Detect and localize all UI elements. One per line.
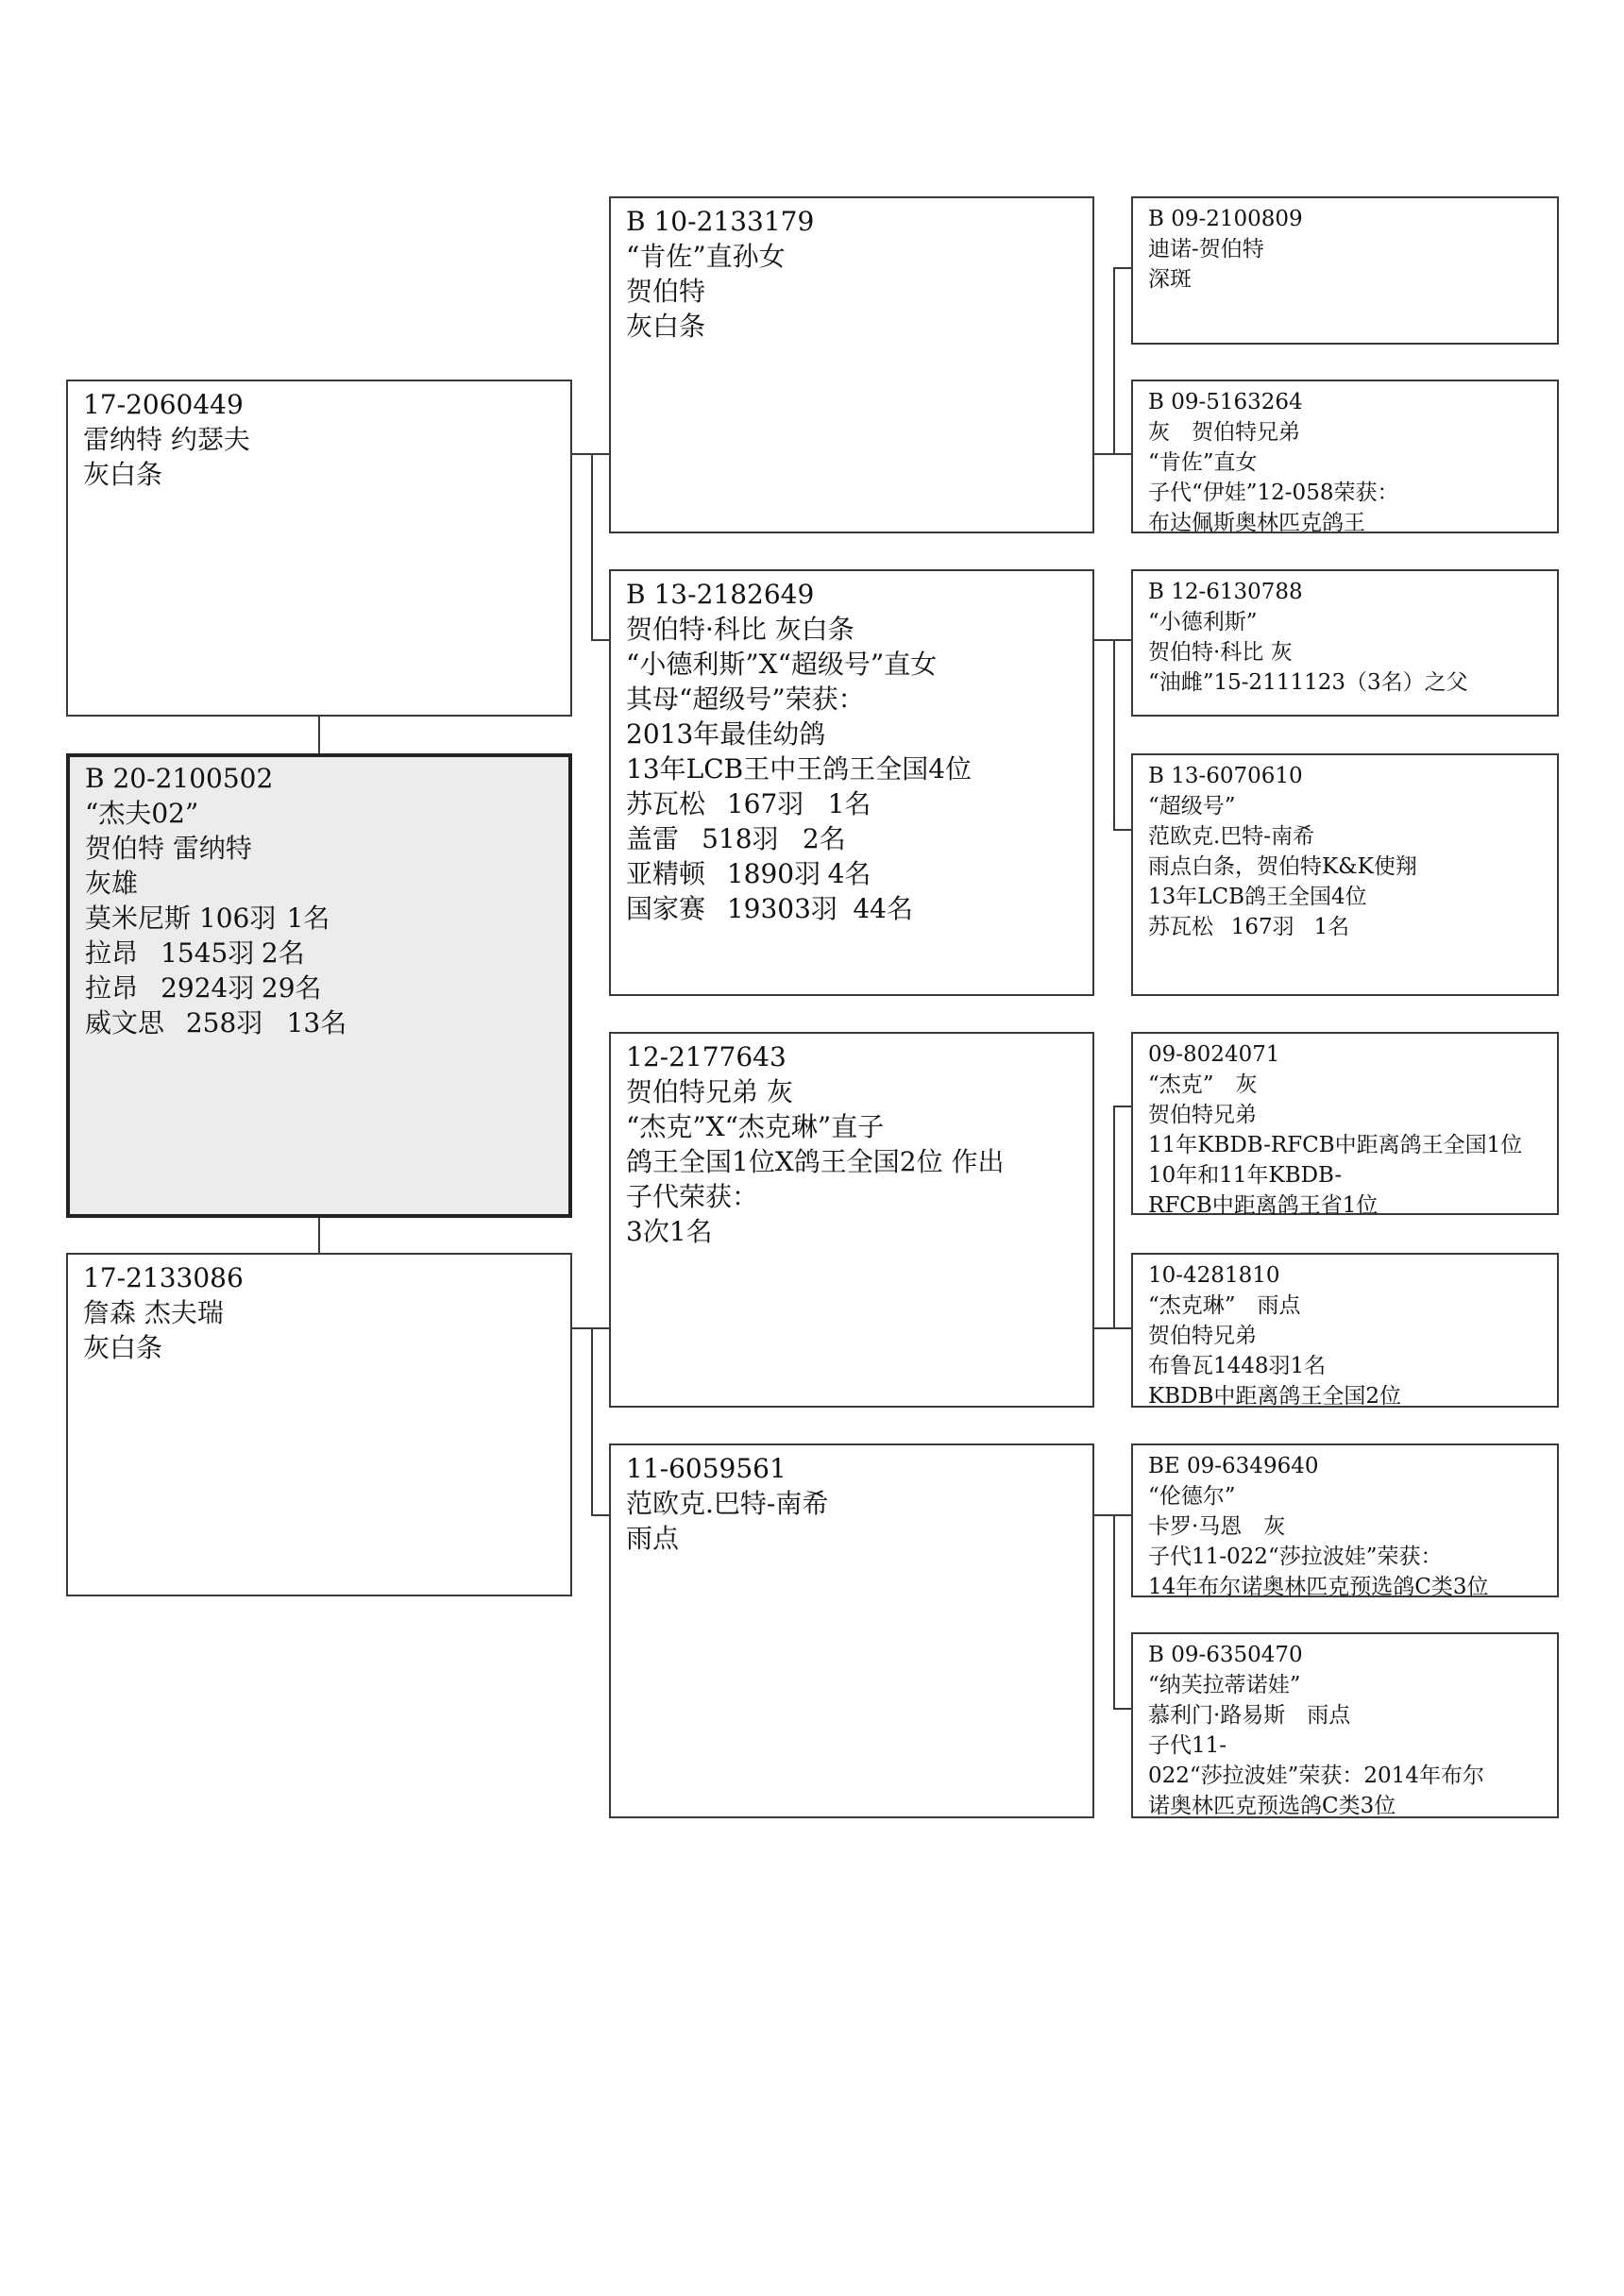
- sire-dam-box: [609, 569, 1094, 996]
- pedigree-line: 布鲁瓦1448羽1名: [1148, 1354, 1327, 1378]
- pedigree-line: 莫米尼斯 106羽 1名: [85, 903, 330, 934]
- pedigree-line: 11-6059561: [626, 1453, 787, 1484]
- pedigree-line: 拉昂 2924羽 29名: [85, 972, 322, 1004]
- g3-text-5: [1148, 1039, 1548, 1221]
- subject-text: [85, 761, 559, 1040]
- g3-box-5: [1131, 1032, 1559, 1218]
- pedigree-line: 17-2133086: [83, 1262, 244, 1293]
- connector-g2c-bracket: [1113, 1106, 1115, 1328]
- connector-g3-7-in: [1113, 1514, 1131, 1516]
- pedigree-line: 灰 贺伯特兄弟: [1148, 420, 1300, 445]
- pedigree-line: 贺伯特·科比 灰: [1148, 640, 1293, 665]
- pedigree-line: “肯佐”直女: [1148, 450, 1258, 475]
- pedigree-line: 10-4281810: [1148, 1263, 1280, 1288]
- pedigree-line: 范欧克.巴特-南希: [626, 1488, 829, 1519]
- connector-sire-bracket: [591, 453, 593, 640]
- connector-g3-6-in: [1113, 1327, 1131, 1329]
- connector-g3-2-in: [1113, 453, 1131, 455]
- g3-box-2: [1131, 380, 1559, 533]
- connector-g3-5-in: [1113, 1106, 1131, 1107]
- g3-box-3: [1131, 569, 1559, 717]
- pedigree-line: “伦德尔”: [1148, 1484, 1236, 1509]
- pedigree-line: 13年LCB鸽王全国4位: [1148, 885, 1367, 909]
- pedigree-line: B 09-5163264: [1148, 390, 1303, 414]
- pedigree-line: 2013年最佳幼鸽: [626, 718, 826, 750]
- pedigree-line: KBDB中距离鸽王全国2位: [1148, 1384, 1402, 1409]
- pedigree-line: 诺奥林匹克预选鸽C类3位: [1148, 1794, 1396, 1818]
- g3-box-6: [1131, 1253, 1559, 1408]
- connector-dam-sire-in: [591, 1327, 609, 1329]
- pedigree-line: 苏瓦松 167羽 1名: [626, 788, 871, 819]
- pedigree-line: 灰白条: [83, 459, 163, 490]
- g3-text-3: [1148, 577, 1548, 698]
- pedigree-line: 11年KBDB-RFCB中距离鸽王全国1位: [1148, 1133, 1523, 1157]
- pedigree-line: 子代11-022“莎拉波娃”荣获：: [1148, 1545, 1443, 1569]
- pedigree-line: “纳芙拉蒂诺娃”: [1148, 1673, 1301, 1697]
- pedigree-line: 其母“超级号”荣获：: [626, 684, 865, 715]
- pedigree-line: B 09-6350470: [1148, 1643, 1303, 1667]
- pedigree-line: “杰克” 灰: [1148, 1072, 1258, 1097]
- connector-g3-1-in: [1113, 267, 1131, 269]
- pedigree-line: 贺伯特兄弟: [1148, 1103, 1257, 1127]
- pedigree-line: 灰白条: [626, 311, 706, 342]
- pedigree-line: 迪诺-贺伯特: [1148, 237, 1264, 262]
- sire-sire-box: [609, 196, 1094, 533]
- connector-dam-dam-in: [591, 1514, 609, 1516]
- pedigree-line: B 13-2182649: [626, 579, 815, 610]
- pedigree-line: 盖雷 518羽 2名: [626, 823, 846, 854]
- connector-g2c-out: [1094, 1327, 1114, 1329]
- g3-box-7: [1131, 1443, 1559, 1597]
- pedigree-line: B 12-6130788: [1148, 580, 1303, 604]
- pedigree-line: 雷纳特 约瑟夫: [83, 424, 250, 455]
- pedigree-line: “杰夫02”: [85, 798, 199, 829]
- g3-text-1: [1148, 204, 1548, 295]
- pedigree-line: 布达佩斯奥林匹克鸽王: [1148, 511, 1365, 535]
- pedigree-line: 14年布尔诺奥林匹克预选鸽C类3位: [1148, 1575, 1489, 1599]
- pedigree-line: 09-8024071: [1148, 1042, 1280, 1067]
- connector-g2a-out: [1094, 453, 1114, 455]
- pedigree-line: 子代荣获：: [626, 1181, 759, 1212]
- dam-dam-box: [609, 1443, 1094, 1818]
- pedigree-line: B 20-2100502: [85, 763, 274, 794]
- connector-g2b-bracket: [1113, 639, 1115, 830]
- pedigree-line: 贺伯特兄弟: [1148, 1324, 1257, 1348]
- connector-dam-out: [572, 1327, 592, 1329]
- pedigree-line: 贺伯特 雷纳特: [85, 833, 252, 864]
- pedigree-line: B 10-2133179: [626, 206, 815, 237]
- dam-dam-text: [626, 1451, 1083, 1556]
- g3-box-1: [1131, 196, 1559, 345]
- pedigree-line: 雨点: [626, 1523, 680, 1554]
- pedigree-line: 深斑: [1148, 267, 1192, 292]
- connector-sire-dam-in: [591, 639, 609, 641]
- g3-text-8: [1148, 1640, 1548, 1821]
- pedigree-line: 国家赛 19303羽 44名: [626, 893, 913, 924]
- pedigree-line: 拉昂 1545羽 2名: [85, 937, 305, 969]
- pedigree-line: 卡罗·马恩 灰: [1148, 1514, 1286, 1539]
- connector-dam-bracket: [591, 1327, 593, 1515]
- pedigree-line: 灰白条: [83, 1332, 163, 1363]
- connector-sire-sire-in: [591, 453, 609, 455]
- pedigree-line: B 13-6070610: [1148, 764, 1303, 788]
- pedigree-line: 雨点白条，贺伯特K&K使翔: [1148, 854, 1417, 879]
- pedigree-line: 慕利门·路易斯 雨点: [1148, 1703, 1351, 1728]
- pedigree-line: 10年和11年KBDB-: [1148, 1163, 1343, 1188]
- pedigree-line: “杰克”X“杰克琳”直子: [626, 1111, 885, 1142]
- pedigree-line: 詹森 杰夫瑞: [83, 1297, 224, 1328]
- pedigree-line: 贺伯特·科比 灰白条: [626, 614, 854, 645]
- g3-box-8: [1131, 1632, 1559, 1818]
- pedigree-line: BE 09-6349640: [1148, 1454, 1319, 1478]
- g3-text-7: [1148, 1451, 1548, 1602]
- pedigree-line: 灰雄: [85, 868, 139, 899]
- pedigree-line: 贺伯特兄弟 灰: [626, 1076, 793, 1107]
- pedigree-line: 17-2060449: [83, 389, 244, 420]
- connector-g2a-bracket: [1113, 267, 1115, 454]
- pedigree-line: “小德利斯”X“超级号”直女: [626, 649, 938, 680]
- g3-box-4: [1131, 753, 1559, 996]
- sire-sire-text: [626, 204, 1083, 344]
- sire-text: [83, 387, 561, 492]
- connector-sire-out: [572, 453, 592, 455]
- pedigree-line: 022“莎拉波娃”荣获：2014年布尔: [1148, 1764, 1484, 1788]
- connector-g3-8-in: [1113, 1708, 1131, 1710]
- pedigree-line: “肯佐”直孙女: [626, 241, 786, 272]
- connector-g2d-bracket: [1113, 1514, 1115, 1709]
- pedigree-line: 亚精顿 1890羽 4名: [626, 858, 871, 889]
- dam-sire-box: [609, 1032, 1094, 1408]
- dam-sire-text: [626, 1039, 1083, 1249]
- pedigree-line: 3次1名: [626, 1216, 713, 1247]
- pedigree-line: “小德利斯”: [1148, 610, 1258, 634]
- pedigree-line: “油雌”15-2111123（3名）之父: [1148, 670, 1468, 695]
- pedigree-line: 鸽王全国1位X鸽王全国2位 作出: [626, 1146, 1005, 1177]
- sire-box: [66, 380, 572, 717]
- pedigree-line: 13年LCB王中王鸽王全国4位: [626, 753, 973, 785]
- pedigree-line: 12-2177643: [626, 1041, 787, 1072]
- sire-dam-text: [626, 577, 1083, 926]
- pedigree-line: 贺伯特: [626, 276, 706, 307]
- connector-subject-dam: [318, 1218, 320, 1253]
- pedigree-line: 威文思 258羽 13名: [85, 1007, 347, 1038]
- pedigree-line: “杰克琳” 雨点: [1148, 1293, 1301, 1318]
- dam-box: [66, 1253, 572, 1596]
- dam-text: [83, 1260, 561, 1365]
- pedigree-line: 子代11-: [1148, 1733, 1227, 1758]
- pedigree-line: RFCB中距离鸽王省1位: [1148, 1193, 1379, 1218]
- connector-sire-subject: [318, 717, 320, 753]
- g3-text-6: [1148, 1260, 1548, 1411]
- connector-g2b-out: [1094, 639, 1114, 641]
- pedigree-line: 苏瓦松 167羽 1名: [1148, 915, 1350, 939]
- connector-g2d-out: [1094, 1514, 1114, 1516]
- pedigree-line: 范欧克.巴特-南希: [1148, 824, 1315, 849]
- g3-text-4: [1148, 761, 1548, 942]
- pedigree-line: 子代“伊娃”12-058荣获：: [1148, 481, 1399, 505]
- pedigree-line: B 09-2100809: [1148, 207, 1303, 231]
- pedigree-line: “超级号”: [1148, 794, 1236, 819]
- connector-g3-3-in: [1113, 639, 1131, 641]
- subject-box: [66, 753, 572, 1218]
- g3-text-2: [1148, 387, 1548, 538]
- connector-g3-4-in: [1113, 829, 1131, 831]
